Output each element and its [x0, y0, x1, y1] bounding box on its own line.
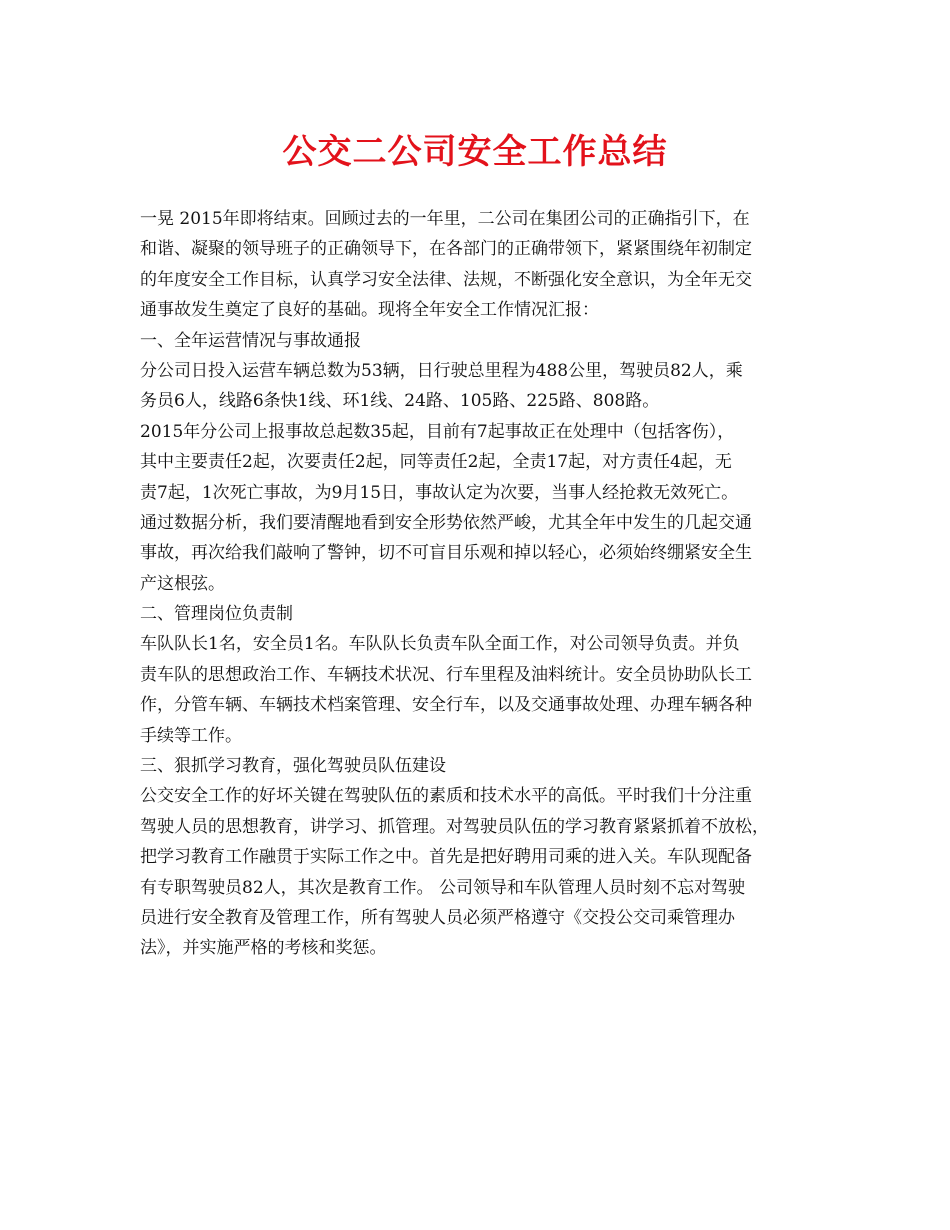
paragraph-line: 把学习教育工作融贯于实际工作之中。首先是把好聘用司乘的进入关。车队现配备	[140, 847, 752, 868]
document-title: 公交二公司安全工作总结	[282, 132, 668, 172]
paragraph-line: 事故，再次给我们敲响了警钟，切不可盲目乐观和掉以轻心，必须始终绷紧安全生	[140, 543, 752, 564]
section-heading: 三、狠抓学习教育，强化驾驶员队伍建设	[140, 756, 446, 777]
paragraph-line: 产这根弦。	[140, 573, 225, 594]
paragraph-line: 公交安全工作的好坏关键在驾驶队伍的素质和技术水平的高低。平时我们十分注重	[140, 786, 752, 807]
paragraph-line: 其中主要责任2起，次要责任2起，同等责任2起，全责17起，对方责任4起，无	[140, 452, 732, 473]
paragraph-line: 一晃 2015年即将结束。回顾过去的一年里，二公司在集团公司的正确指引下，在	[140, 209, 750, 229]
paragraph-line: 驾驶人员的思想教育，讲学习、抓管理。对驾驶员队伍的学习教育紧紧抓着不放松，	[140, 816, 769, 837]
paragraph-line: 法》，并实施严格的考核和奖惩。	[140, 938, 387, 959]
paragraph-line: 通过数据分析，我们要清醒地看到安全形势依然严峻，尤其全年中发生的几起交通	[140, 512, 752, 533]
document-body	[140, 204, 820, 964]
paragraph-line: 务员6人，线路6条快1线、环1线、24路、105路、225路、808路。	[140, 391, 660, 412]
paragraph-line: 责车队的思想政治工作、车辆技术状况、行车里程及油料统计。安全员协助队长工	[140, 664, 752, 685]
paragraph-line: 2015年分公司上报事故总起数35起，目前有7起事故正在处理中（包括客伤），	[140, 421, 735, 442]
paragraph-line: 通事故发生奠定了良好的基础。现将全年安全工作情况汇报：	[140, 300, 599, 321]
paragraph-line: 手续等工作。	[140, 725, 242, 746]
paragraph-line: 责7起，1次死亡事故，为9月15日，事故认定为次要，当事人经抢救无效死亡。	[140, 482, 739, 503]
paragraph-line: 作，分管车辆、车辆技术档案管理、安全行车，以及交通事故处理、办理车辆各种	[140, 695, 752, 716]
section-heading: 一、全年运营情况与事故通报	[140, 330, 361, 351]
paragraph-line: 员进行安全教育及管理工作，所有驾驶人员必须严格遵守《交投公交司乘管理办	[140, 907, 735, 928]
paragraph-line: 分公司日投入运营车辆总数为53辆，日行驶总里程为488公里，驾驶员82人，乘	[140, 360, 743, 381]
paragraph-line: 和谐、凝聚的领导班子的正确领导下，在各部门的正确带领下，紧紧围绕年初制定	[140, 239, 752, 260]
section-heading: 二、管理岗位负责制	[140, 604, 293, 625]
paragraph-line: 的年度安全工作目标，认真学习安全法律、法规，不断强化安全意识，为全年无交	[140, 269, 752, 290]
paragraph-line: 有专职驾驶员82人，其次是教育工作。 公司领导和车队管理人员时刻不忘对驾驶	[140, 877, 746, 898]
paragraph-line: 车队队长1名，安全员1名。车队队长负责车队全面工作，对公司领导负责。并负	[140, 634, 740, 655]
